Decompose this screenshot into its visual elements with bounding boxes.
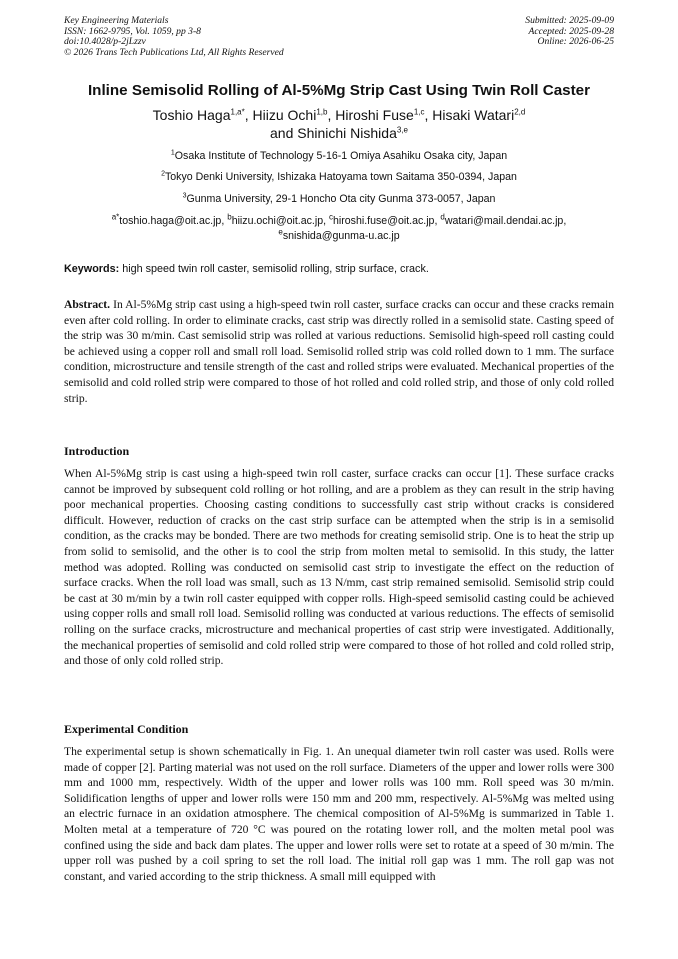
email-link[interactable]: toshio.haga@oit.ac.jp, [119, 215, 225, 227]
author-name: Hiizu Ochi [252, 107, 317, 123]
author-name: Shinichi Nishida [297, 125, 397, 141]
journal-doi: doi:10.4028/p-2jLzzv [64, 36, 146, 48]
affiliation: $^2$Tokyo Denki University, Ishizaka Hatoyama town Saitama 350-0394, Japan [161, 170, 517, 183]
introduction-text: When Al-5%Mg strip is cast using a high-speed twin roll caster, surface cracks can occur [1]. These surface cracks cannot be improved by subsequent cold rolling or hot rolling, and are a problem as they can result in the strip having poor mechanical properties. Choosing casting conditions to successfully cast strip without cracks is considered difficult. However, reduction of cracks on the cast strip surface can be attempted when the strip is in a semisolid condition, as the cracks may be bonded. There are two methods for creating semisolid strip. One is to heat the strip up from solid to semisolid, and the other is to cool the strip from molten metal to semisolid. In this study, the latter method was adopted. Rolling was conducted on semisolid cast strip to investigate the effect on the reduction of surface cracks. When the roll load was small, such as 13 N/mm, cast strip remained semisolid. Semisolid strip could be cast at 30 m/min by a twin roll caster equipped with copper rolls. High-speed semisolid casting could be achieved using copper rolls and small roll load. Semisolid rolling was conducted at various reductions. The effects of semisolid rolling on the surface cracks, microstructure and mechanical properties of cast strip were investigated. Additionally, the mechanical properties of semisolid and cold rolled strip were compared to those of hot rolled and cold rolled strip, and those of only cold rolled strip. [64, 467, 614, 668]
author-affiliation-mark: 1,a* [230, 107, 245, 117]
author-affiliation-mark: 3,e [396, 125, 408, 135]
section-heading-experimental: Experimental Condition [64, 722, 189, 736]
author-affiliation-mark: 1,b [316, 107, 328, 117]
abstract-text: In Al-5%Mg strip cast using a high-speed twin roll caster, surface cracks can occur and these cracks remain even after cold rolling. In order to eliminate cracks, cast strip was directly rolled in a semisolid state. Casting speed of the strip was 30 m/min. Cast semisolid strip was rolled at various reductions. Semisolid high-speed roll casting could be achieved using a copper roll and small roll load. Semisolid rolled strip was cold rolled down to 1 mm. The surface condition, microstructure and tensile strength of the cast and rolled strips were evaluated. Mechanical properties of the semisolid and cold rolled strip were compared to those of hot rolled and cold rolled strip, and those of only cold rolled strip. [64, 298, 614, 405]
author-affiliation-mark: 2,d [514, 107, 526, 117]
author-affiliation-mark: 1,c [413, 107, 425, 117]
experimental-text: The experimental setup is shown schematically in Fig. 1. An unequal diameter twin roll caster was used. Rolls were made of copper [2]. Parting material was not used on the roll surface. Diameters of the upper and lower rolls were 300 mm and 1000 mm, respectively. Width of the upper and lower rolls was 100 mm. Roll speed was 30 m/min. Solidification lengths of upper and lower rolls were 150 mm and 200 mm, respectively. Al-5%Mg was melted using an electric furnace in an oxidation atmosphere. The chemical composition of Al-5%Mg is summarized in Table 1. Molten metal at a temperature of 720 °C was poured on the rotating lower roll, and the molten metal pool was confined using the side and back dam plates. The upper and lower rolls were set to rotate at a speed of 30 m/min. The upper roll was pushed by a coil spring to set the roll load. The initial roll gap was 1 mm. The roll gap was not constant, and varied according to the strip thickness. A small mill equipped with [64, 745, 614, 883]
email-link[interactable]: watari@mail.dendai.ac.jp, [444, 215, 567, 227]
author-name: Hiroshi Fuse [335, 107, 414, 123]
author-name: Hisaki Watari [432, 107, 515, 123]
journal-header [64, 16, 284, 58]
section-heading-introduction: Introduction [64, 444, 130, 458]
author-emails: $^{a*}$toshio.haga@oit.ac.jp, $^b$hiizu.ochi@oit.ac.jp, $^c$hiroshi.fuse@oit.ac.jp, $^d$watari@mail.dendai.ac.jp, $^e$snishida@gunma-u.ac.jp [111, 212, 567, 242]
keywords-label: Keywords: [64, 263, 120, 275]
journal-name: Key Engineering Materials [64, 15, 169, 26]
author-conjunction: and [270, 125, 294, 141]
submitted-date: Submitted: 2025-09-09 [525, 15, 614, 26]
author-name: Toshio Haga [152, 107, 231, 123]
affiliation: $^1$Osaka Institute of Technology 5-16-1 Omiya Asahiku Osaka city, Japan [170, 149, 508, 162]
abstract-label: Abstract. [64, 298, 111, 311]
email-link[interactable]: hiizu.ochi@oit.ac.jp, [231, 215, 327, 227]
paper-title: Inline Semisolid Rolling of Al-5%Mg Strip Cast Using Twin Roll Caster [87, 82, 591, 99]
email-link[interactable]: hiroshi.fuse@oit.ac.jp, [333, 215, 438, 227]
author-list: Toshio Haga$^{1,a*}$, Hiizu Ochi$^{1,b}$, Hiroshi Fuse$^{1,c}$, Hisaki Watari$^{2,d}$ and Shinichi Nishida$^{3,e}$ [152, 107, 526, 141]
abstract [64, 297, 614, 406]
accepted-date: Accepted: 2025-09-28 [528, 25, 614, 37]
journal-copyright: © 2026 Trans Tech Publications Ltd, All Rights Reserved [64, 46, 284, 58]
keywords [64, 263, 624, 275]
affiliation: $^3$Gunma University, 29-1 Honcho Ota city Gunma 373-0057, Japan [182, 192, 496, 205]
dates-header [525, 16, 614, 48]
journal-issn: ISSN: 1662-9795, Vol. 1059, pp 3-8 [64, 25, 201, 37]
email-link[interactable]: snishida@gunma-u.ac.jp [282, 229, 400, 242]
online-date: Online: 2026-06-25 [537, 36, 614, 48]
keywords-text: high speed twin roll caster, semisolid rolling, strip surface, crack. [122, 263, 429, 275]
